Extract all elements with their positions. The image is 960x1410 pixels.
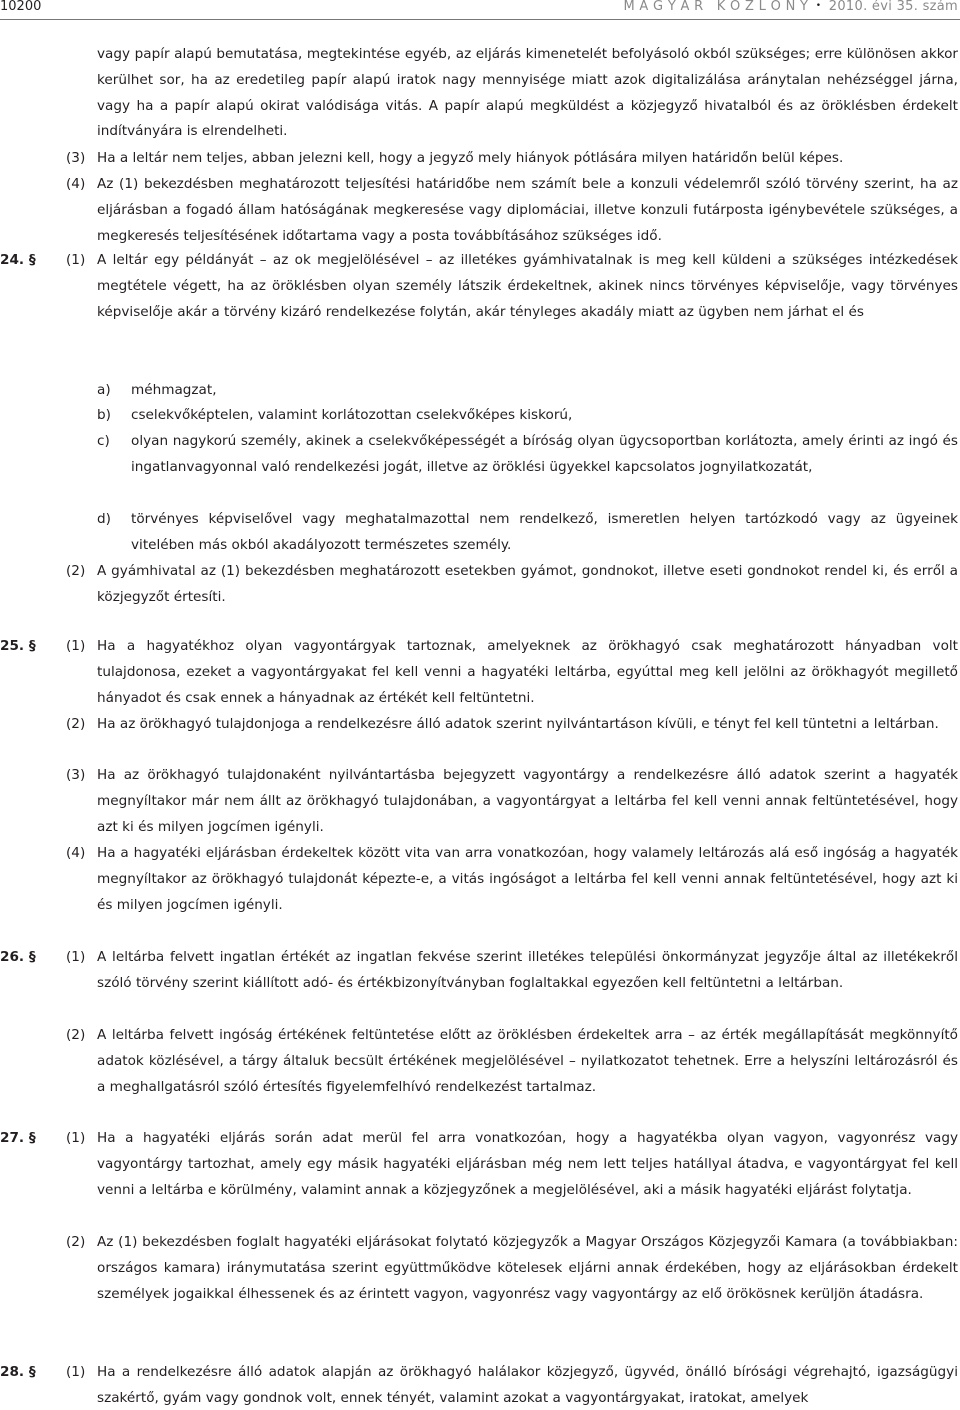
paragraph-number: (2) [66,1027,86,1043]
list-item-d-text: törvényes képviselővel vagy meghatalmazottal nem rendelkező, ismeretlen helyen tartózkodó vagy az ügyeinek vitelében más okból akadályozott természetes személy. [131,511,958,553]
paragraph-26-1-text: A leltárba felvett ingatlan értékét az ingatlan fekvése szerint illetékes települési önkormányzat jegyzője által az illetékekről szóló törvény szerint kiállított adó- és értékbizonyítványban foglaltakkal egyezően kell feltüntetni a leltárban. [97,949,958,991]
article-label: 26. § [0,949,36,965]
paragraph-number: (2) [66,716,86,732]
journal-title: M A G Y A R K Ö Z L Ö N Y [623,0,809,14]
list-item-c-text: olyan nagykorú személy, akinek a cselekvőképességét a bíróság olyan ügycsoportban korlátozta, amely érinti az ingó és ingatlanvagyonnal való rendelkezési jogát, illetve az öröklési ügyekkel kapcsolatos jognyilatkozatát, [131,433,958,475]
running-header [623,0,958,14]
paragraph-number: (2) [66,563,86,579]
article-label: 28. § [0,1364,36,1380]
list-letter: b) [97,407,111,423]
list-letter: d) [97,511,111,527]
paragraph-23-3-text: Ha a leltár nem teljes, abban jelezni kell, hogy a jegyző mely hiányok pótlására milyen határidőn belül képes. [97,150,844,166]
list-text: cselekvőképtelen, valamint korlátozottan cselekvőképes kiskorú, [131,407,573,423]
paragraph-number: (1) [66,1364,86,1380]
list-letter: a) [97,382,111,398]
paragraph-number: (4) [66,176,86,192]
paragraph-number: (3) [66,767,86,783]
list-text: méhmagzat, [131,382,217,398]
paragraph-number: (1) [66,638,86,654]
paragraph-25-2-text: Ha az örökhagyó tulajdonjoga a rendelkezésre álló adatok szerint nyilvántartáson kívüli, e tényt fel kell tüntetni a leltárban. [97,716,939,732]
paragraph-number: (1) [66,1130,86,1146]
header-separator: • [815,1,822,11]
paragraph-number: (1) [66,949,86,965]
paragraph-26-2-text: A leltárba felvett ingóság értékének feltüntetése előtt az öröklésben érdekeltek arra – az érték megállapítását megkönnyítő adatok közlésével, a tárgy általuk becsült értékének megjelölésével – nyilatkozatot tehetnek. Erre a helyszíni leltározásról és a meghallgatásról szóló értesítés figyelemfelhívó rendelkezést tartalmaz. [97,1027,958,1095]
paragraph-number: (1) [66,252,86,268]
paragraph-25-3-text: Ha az örökhagyó tulajdonaként nyilvántartásba bejegyzett vagyontárgy a rendelkezésre álló adatok szerint a hagyaték megnyíltakor már nem állt az örökhagyó tulajdonában, a vagyontárgyat a leltárba fel kell venni annak feltüntetésével, hogy azt ki és milyen jogcímen igényli. [97,767,958,835]
paragraph-number: (2) [66,1234,86,1250]
paragraph-24-1-text: A leltár egy példányát – az ok megjelölésével – az illetékes gyámhivatalnak is meg kell küldeni a szükséges intézkedések megtétele végett, ha az öröklésben olyan személy látszik érdekeltnek, akinek nincs törvényes képviselője, vagy törvényes képviselője akár a törvény kizáró rendelkezése folytán, akár tényleges akadály miatt az ügyben nem járhat el és [97,252,958,320]
list-letter: c) [97,433,110,449]
issue-label: 2010. évi 35. szám [828,0,958,14]
article-label: 25. § [0,638,36,654]
article-label: 27. § [0,1130,36,1146]
paragraph-25-1-text: Ha a hagyatékhoz olyan vagyontárgyak tartoznak, amelyeknek az örökhagyó csak meghatározott hányadban volt tulajdonosa, ezeket a vagyontárgyakat fel kell venni a hagyatéki leltárba, egyúttal meg kell jelölni az örökhagyót megillető hányadot és csak ennek a hányadnak az értékét kell feltüntetni. [97,638,958,706]
paragraph-24-2-text: A gyámhivatal az (1) bekezdésben meghatározott esetekben gyámot, gondnokot, illetve eseti gondnokot rendel ki, és erről a közjegyzőt értesíti. [97,563,958,605]
page-number: 10200 [0,0,42,14]
article-label: 24. § [0,252,36,268]
paragraph-27-1-text: Ha a hagyatéki eljárás során adat merül fel arra vonatkozóan, hogy a hagyatékba olyan vagyon, vagyonrész vagy vagyontárgy tartozhat, amely egy másik hagyatéki eljárásban még nem lett teljes hatállyal átadva, e vagyontárgyat fel kell venni a leltárba e körülmény, valamint annak a közjegyzőnek a megjelölésével, aki a másik hagyatéki eljárást folytatja. [97,1130,958,1198]
intro-paragraph: vagy papír alapú bemutatása, megtekintése egyéb, az eljárás kimenetelét befolyásoló okból szükséges; erre különösen akkor kerülhet sor, ha az eredetileg papír alapú iratok nagy mennyisége miatt azok digitalizálása aránytalan nehézséggel járna, vagy ha a papír alapú okirat valódisága vitás. A papír alapú megküldést a közjegyző hivatalból és az öröklésben érdekelt indítványára is elrendelheti. [97,46,958,140]
paragraph-number: (3) [66,150,86,166]
paragraph-28-1-text: Ha a rendelkezésre álló adatok alapján az örökhagyó halálakor közjegyző, ügyvéd, önálló bírósági végrehajtó, igazságügyi szakértő, gyám vagy gondnok volt, ennek tényét, valamint azokat a vagyontárgyakat, iratokat, amelyek [97,1364,958,1406]
paragraph-27-2-text: Az (1) bekezdésben foglalt hagyatéki eljárásokat folytató közjegyzők a Magyar Országos Közjegyzői Kamara (a továbbiakban: országos kamara) iránymutatása szerint együttműködve kötelesek eljárni annak érdekében, hogy az eljárásokban érdekelt személyek jogaikkal élhessenek és az érintett vagyon, vagyonrész vagy vagyontárgy az elő örökösnek kerüljön átadásra. [97,1234,958,1302]
paragraph-23-4-text: Az (1) bekezdésben meghatározott teljesítési határidőbe nem számít bele a konzuli védelemről szóló törvény szerint, ha az eljárásban a fogadó állam hatóságának megkeresése vagy diplomáciai, illetve konzuli futárposta igénybevétele szükséges, a megkeresés teljesítésének időtartama vagy a posta továbbításához szükséges idő. [97,176,958,244]
paragraph-25-4-text: Ha a hagyatéki eljárásban érdekeltek között vita van arra vonatkozóan, hogy valamely leltározás alá eső ingóság a hagyaték megnyíltakor az örökhagyó tulajdonát képezte-e, a vitás ingóságot a leltárba fel kell venni annak feltüntetésével, hogy azt ki és milyen jogcímen igényli. [97,845,958,913]
header-rule [0,19,960,20]
paragraph-number: (4) [66,845,86,861]
